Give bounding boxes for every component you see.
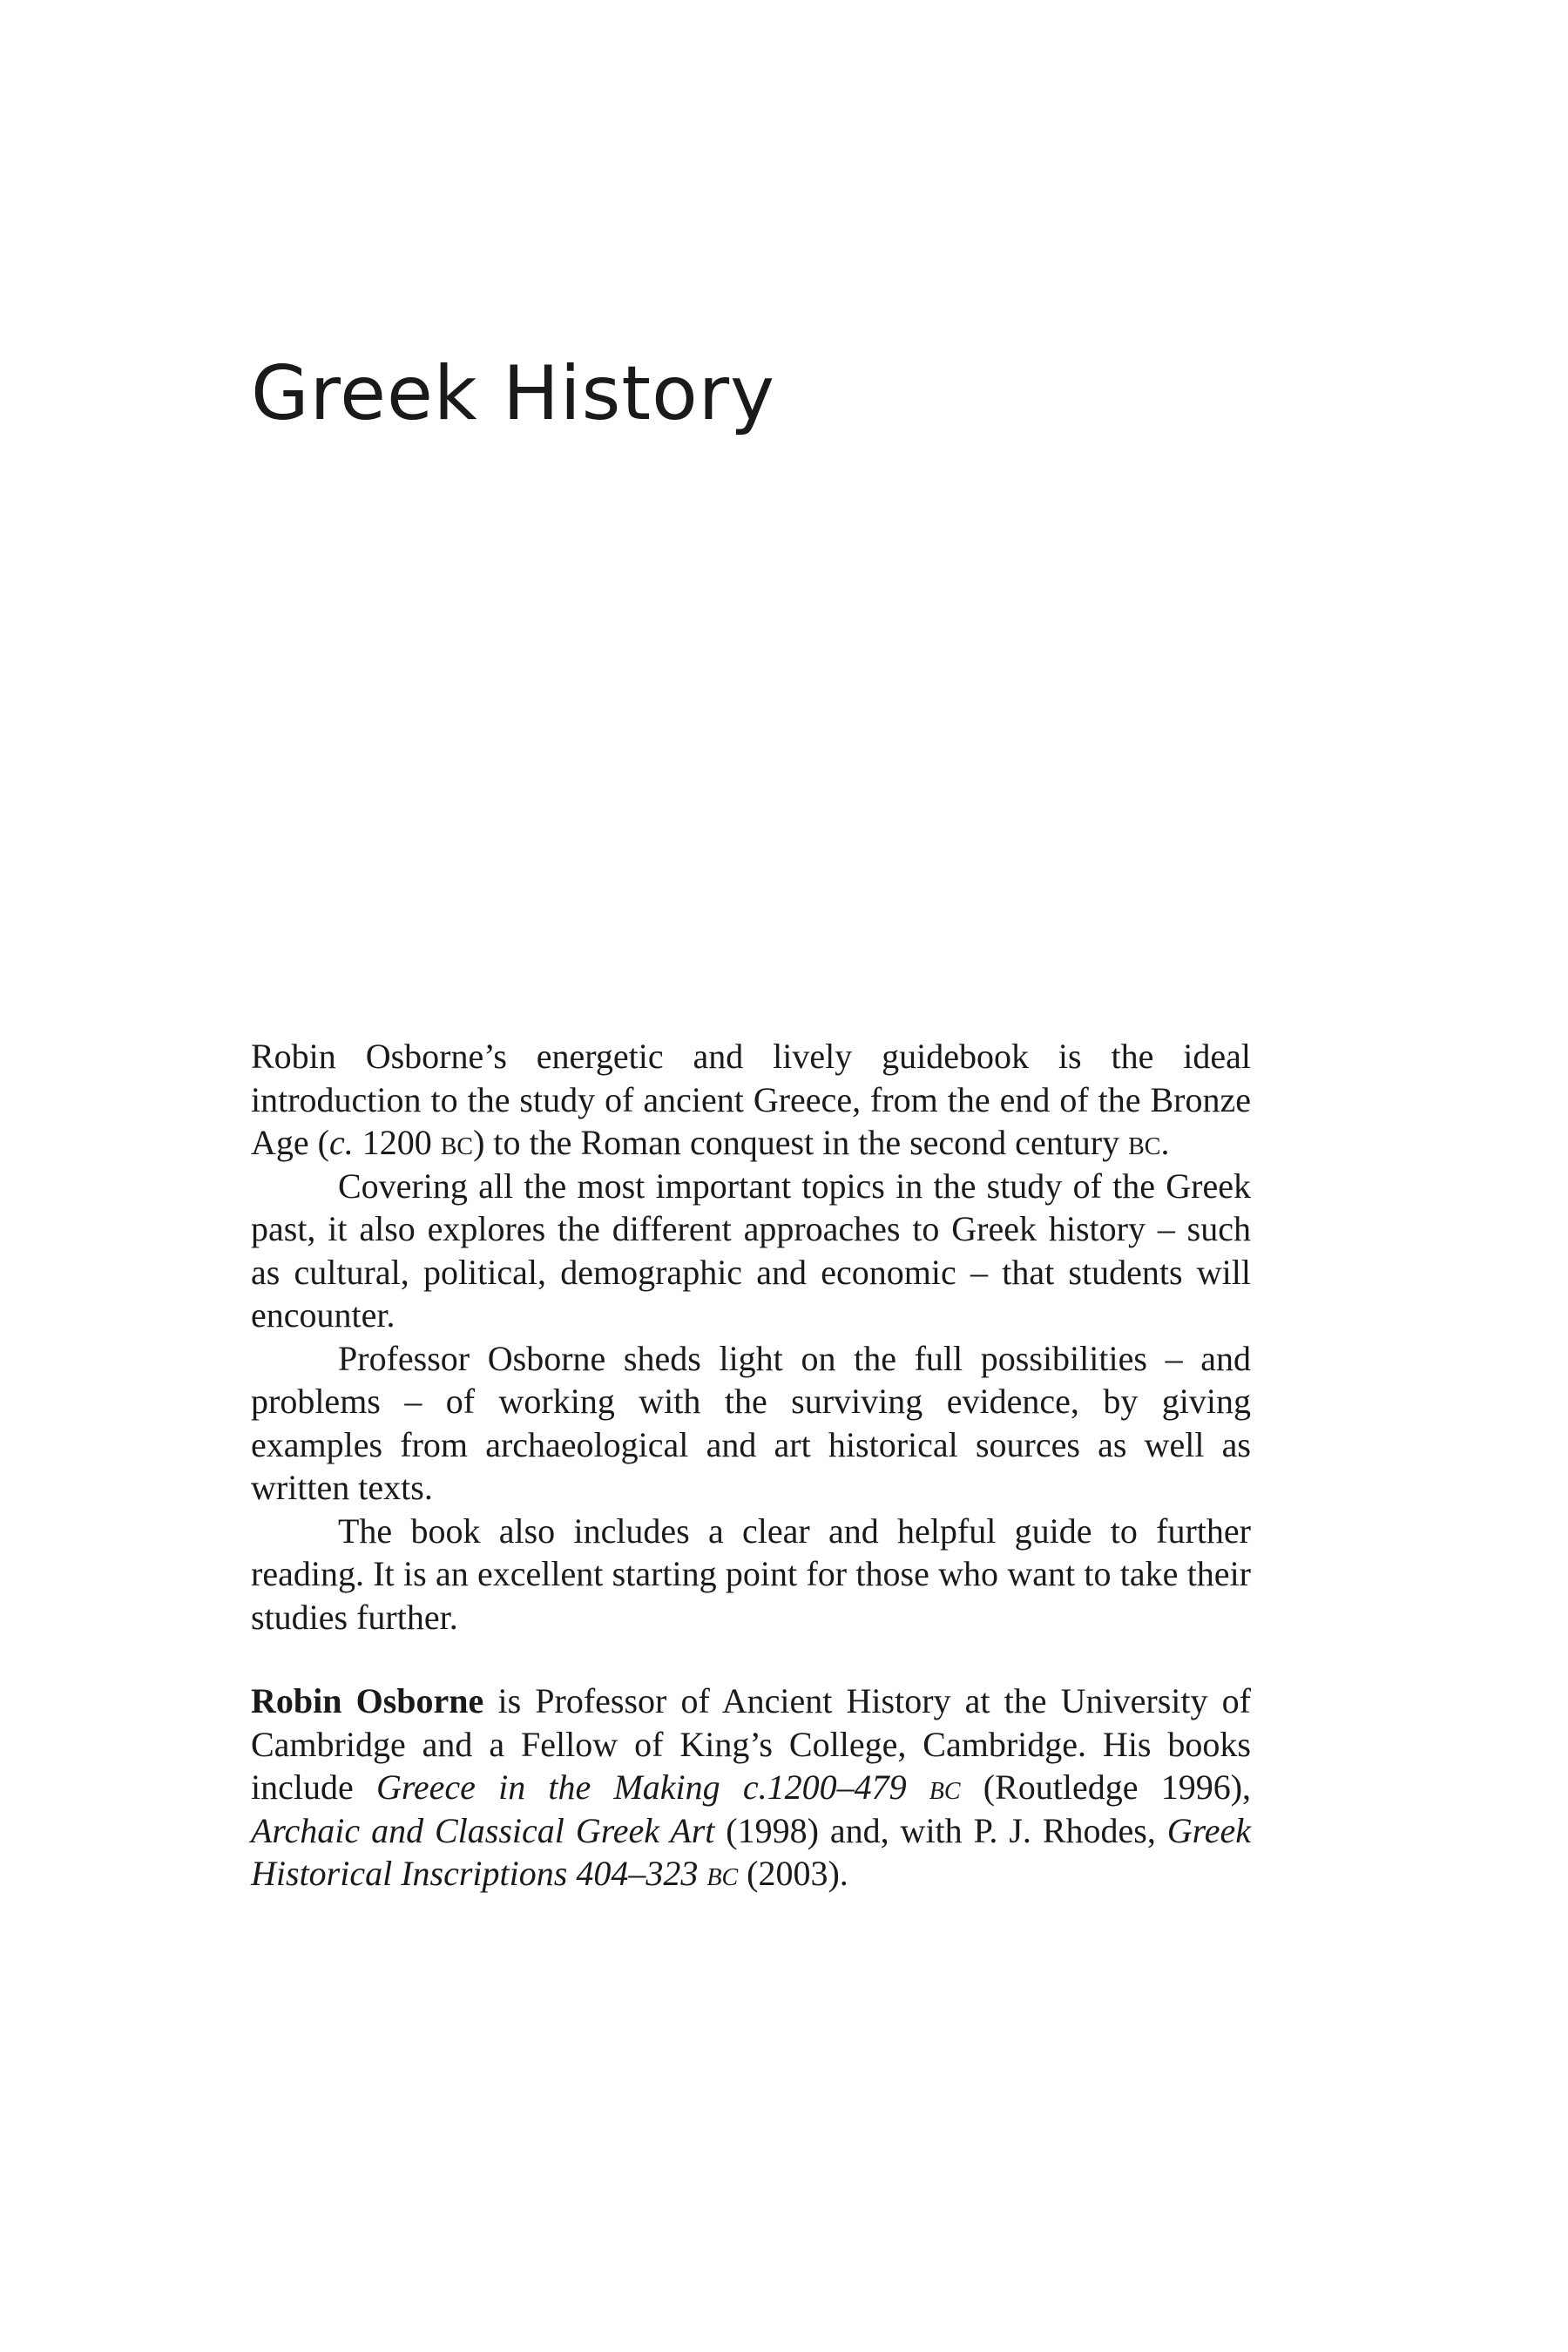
circa-abbreviation: c. [328,1123,354,1162]
bio-text: (2003). [738,1854,848,1893]
description-paragraph: The book also includes a clear and helpful guide to further reading. It is an excellent starting point for those who want to take their studies further. [251,1511,1251,1637]
book-title: Greece in the Making c.1200–479 bc [375,1767,961,1807]
description-text: Robin Osborne’s energetic and lively guidebook is the ideal introduction to the study of ancient Greece, from the end of the Bronze Age ( [251,1037,1251,1162]
description-text: 1200 [353,1123,441,1162]
era-label: bc [440,1123,474,1162]
bio-text: is Professor of Ancient History at the University of Cambridge and a Fellow of King’s College, Cambridge. His books include [251,1681,1251,1807]
author-name: Robin Osborne [251,1681,484,1720]
description-paragraph: Covering all the most important topics in the study of the Greek past, it also explores the different approaches to Greek history – such as cultural, political, demographic and economic – that students will encounter. [251,1166,1251,1335]
description-paragraph [251,1035,1251,1165]
description-text: . [1160,1123,1170,1162]
book-title: Archaic and Classical Greek Art [251,1810,715,1850]
bio-text: (Routledge 1996), [960,1767,1252,1807]
book-description [251,1035,1251,1639]
bio-text: (1998) and, with P. J. Rhodes, [714,1810,1167,1850]
author-bio [251,1680,1251,1896]
description-text: ) to the Roman conquest in the second century [473,1123,1129,1162]
book-title: Greek Historical Inscriptions 404–323 bc [251,1810,1251,1893]
description-paragraph: Professor Osborne sheds light on the full possibilities – and problems – of working with the surviving evidence, by giving examples from archaeological and art historical sources as well as written texts. [251,1338,1251,1507]
page-title: Greek History [251,350,776,437]
era-label: bc [1128,1123,1161,1162]
